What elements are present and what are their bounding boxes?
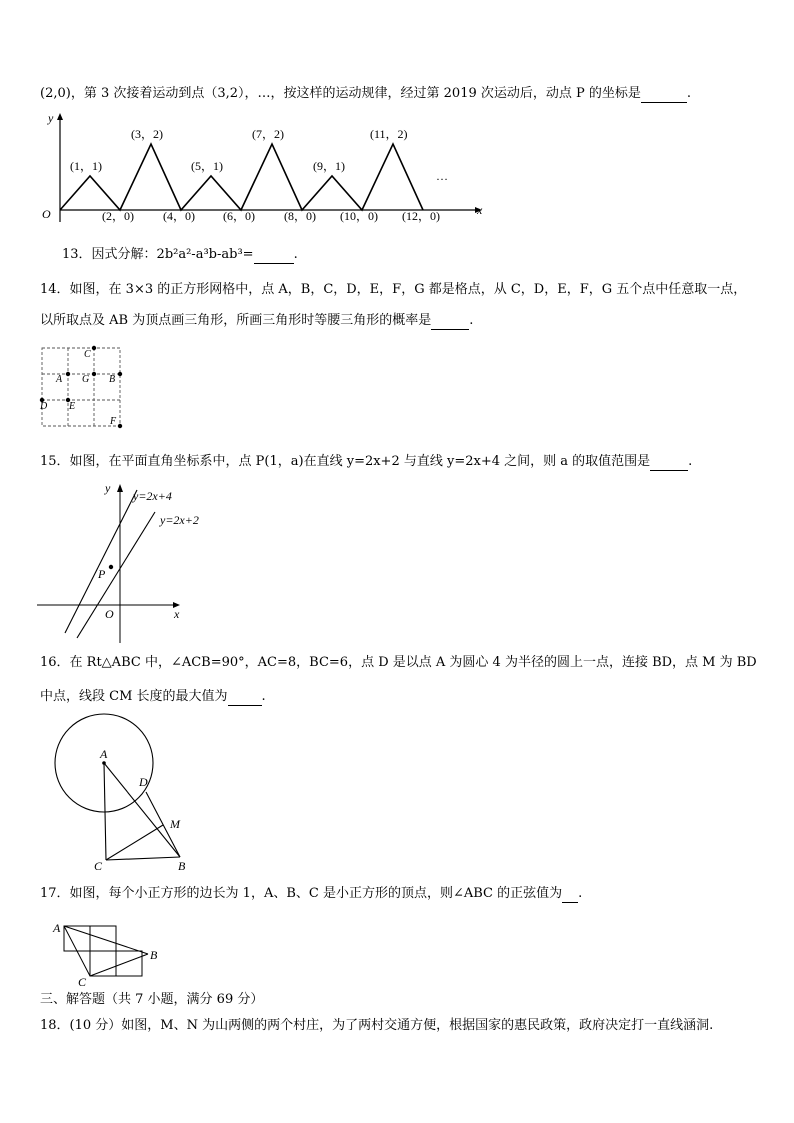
triangle-grid-figure (50, 918, 165, 990)
q12-text: (2,0)，第 3 次接着运动到点（3,2），…，按这样的运动规律，经过第 2019 次运动后，动点 P 的坐标是 . (40, 86, 692, 101)
x-axis-label: x (174, 607, 180, 621)
ellipsis: … (436, 169, 448, 183)
zigzag-figure (30, 110, 490, 225)
q18-text: 18．(10 分）如图，M、N 为山两侧的两个村庄，为了两村交通方便，根据国家的惠民政策，政府决定打一直线涵洞. (40, 1018, 714, 1033)
bottom-label: (12，0) (402, 209, 440, 223)
section-heading: 三、解答题（共 7 小题，满分 69 分） (40, 992, 264, 1007)
point-label-c: C (94, 859, 103, 873)
grid-figure (40, 346, 125, 431)
point-label-b: B (150, 948, 158, 962)
answer-blank (650, 452, 688, 471)
answer-blank (431, 311, 469, 330)
peak-label: (3，2) (131, 127, 163, 141)
y-axis-label: y (105, 481, 111, 495)
peak-label: (9，1) (313, 159, 345, 173)
peak-label: (7，2) (252, 127, 284, 141)
point-label-m: M (170, 817, 180, 831)
point-p-label: P (98, 567, 106, 581)
peak-label: (11，2) (370, 127, 408, 141)
q14-line1: 14．如图，在 3×3 的正方形网格中，点 A，B，C，D，E，F，G 都是格点，从 C，D，E，F，G 五个点中任意取一点， (40, 282, 747, 297)
lines-figure (35, 478, 220, 648)
answer-blank (641, 84, 687, 103)
y-axis-label: y (48, 111, 54, 125)
origin-label: O (105, 607, 114, 621)
answer-blank (228, 687, 262, 706)
line-label: y=2x+2 (160, 513, 199, 527)
point-label-g: G (82, 374, 90, 385)
q16-line2: 中点，线段 CM 长度的最大值为 . (40, 689, 266, 704)
point-label-c: C (78, 975, 87, 989)
q17-text: 17．如图，每个小正方形的边长为 1，A、B、C 是小正方形的顶点，则∠ABC 的正弦值为 . (40, 886, 583, 901)
point-label-b: B (109, 374, 116, 385)
x-axis-label: x (477, 203, 483, 217)
point-label-a: A (56, 374, 63, 385)
line-label: y=2x+4 (133, 489, 172, 503)
q15-text: 15．如图，在平面直角坐标系中，点 P(1，a)在直线 y=2x+2 与直线 y=2x+4 之间，则 a 的取值范围是 . (40, 454, 693, 469)
bottom-label: (10，0) (340, 209, 378, 223)
q14-line2: 以所取点及 AB 为顶点画三角形，所画三角形时等腰三角形的概率是 . (40, 313, 474, 328)
bottom-label: (6，0) (223, 209, 255, 223)
point-label-c: C (84, 349, 91, 360)
origin-label: O (42, 207, 51, 221)
bottom-label: (4，0) (163, 209, 195, 223)
point-label-b: B (178, 859, 186, 873)
point-label-d: D (139, 775, 148, 789)
point-label-a: A (53, 921, 61, 935)
point-label-d: D (40, 401, 48, 412)
q13-text: 13．因式分解：2b²a²-a³b-ab³= . (62, 247, 298, 262)
q16-line1: 16．在 Rt△ABC 中，∠ACB=90°，AC=8，BC=6，点 D 是以点 A 为圆心 4 为半径的圆上一点，连接 BD，点 M 为 BD (40, 655, 757, 670)
answer-blank (562, 884, 578, 903)
bottom-label: (8，0) (284, 209, 316, 223)
point-label-f: F (110, 416, 117, 427)
answer-blank (254, 245, 294, 264)
point-label-a: A (100, 747, 108, 761)
peak-label: (1，1) (70, 159, 102, 173)
bottom-label: (2，0) (102, 209, 134, 223)
peak-label: (5，1) (191, 159, 223, 173)
point-label-e: E (69, 401, 76, 412)
circle-triangle-figure (50, 710, 200, 880)
